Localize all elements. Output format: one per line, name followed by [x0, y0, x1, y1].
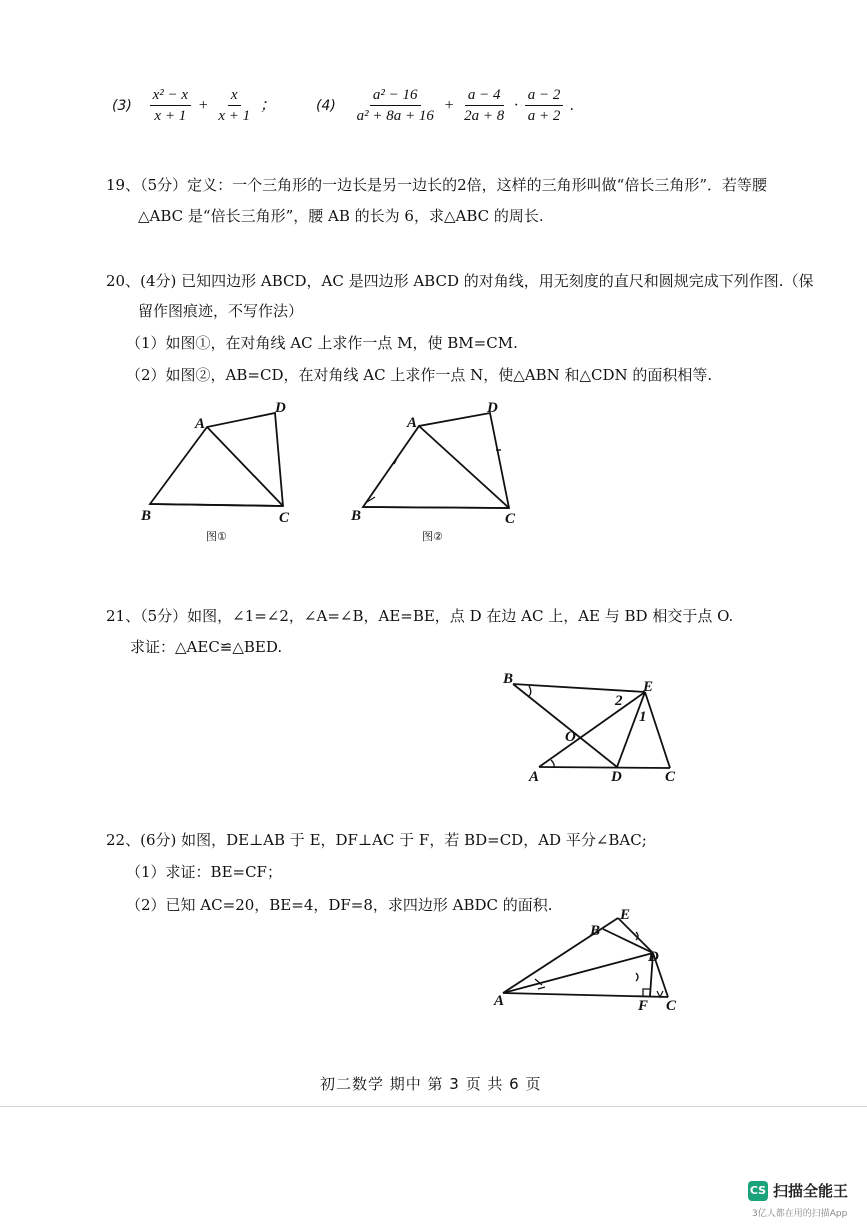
q18-part4-fraction-3: $\frac{a - 2}{a + 2}$ — [525, 86, 564, 125]
q18-part3-fraction-2: $\frac{x}{x + 1}$ — [218, 87, 251, 124]
q18-part4-fraction-1: $\frac{\text{a² − 16}}{\text{a² + 8a + 16}}$ — [356, 87, 434, 124]
q20-figure-2-caption: 图② — [422, 530, 443, 543]
q19-line-2: △ABC 是“倍长三角形”，腰 AB 的长为 6，求△ABC 的周长. — [138, 207, 544, 225]
point-label-c: C — [666, 998, 677, 1014]
q21-line-2: 求证：△AEC≌△BED. — [130, 638, 283, 656]
vertex-label-c: C — [279, 510, 290, 526]
q18-part4-label: (4) — [316, 97, 336, 114]
vertex-label-a: A — [407, 415, 418, 431]
segment-bd — [603, 929, 653, 953]
q18-part3: (3) $\frac{\text{x² − x}}{x + 1}$ + $\frac{x}{x + 1}$ ； — [112, 87, 276, 124]
q19-line-1: 19、（5分）定义：一个三角形的一边长是另一边长的2倍，这样的三角形叫做“倍长三角形”．若等腰 — [106, 176, 768, 194]
q18-part4: (4) $\frac{\text{a² − 16}}{\text{a² + 8a + 16}}$ + $\frac{a - 4}{2a + 8}$ · $\frac{a - 2}{a + 2}$ . — [316, 87, 575, 124]
q22-line-1: 22、(6分) 如图，DE⊥AB 于 E，DF⊥AC 于 F，若 BD=CD，AD 平分∠BAC; — [106, 831, 647, 849]
q22-sub-2: （2）已知 AC=20，BE=4，DF=8，求四边形 ABDC 的面积. — [126, 896, 553, 914]
vertex-label-b: B — [351, 508, 362, 524]
point-label-d: D — [648, 949, 659, 965]
q21-line-1: 21、（5分）如图，∠1=∠2，∠A=∠B，AE=BE，点 D 在边 AC 上，AE 与 BD 相交于点 O. — [106, 607, 734, 625]
q20-figure-2 — [345, 398, 530, 528]
scanner-watermark — [748, 1180, 848, 1201]
q18-part4-fraction-2: $\frac{a - 4}{2a + 8}$ — [464, 87, 505, 124]
segment-ac — [539, 767, 670, 768]
page-bottom-divider — [0, 1106, 867, 1107]
point-label-a: A — [494, 993, 505, 1009]
segment-ad — [503, 953, 653, 993]
angle-mark-a — [551, 760, 554, 767]
camscanner-logo-icon: CS — [748, 1181, 768, 1201]
camscanner-name: 扫描全能王 — [773, 1182, 849, 1200]
segment-be — [513, 684, 645, 692]
segment-ed — [618, 918, 653, 953]
q20-line-1: 20、(4分) 已知四边形 ABCD，AC 是四边形 ABCD 的对角线，用无刻度的直尺和圆规完成下列作图.（保 — [106, 272, 814, 290]
quadrilateral-abcd — [150, 413, 283, 506]
point-label-f: F — [638, 998, 649, 1014]
point-label-e: E — [643, 679, 654, 695]
point-label-e: E — [620, 907, 631, 923]
q18-part3-label: (3) — [112, 97, 132, 114]
q22-sub-1: （1）求证：BE=CF； — [126, 863, 282, 881]
segment-ae — [539, 692, 645, 767]
q20-sub-2: （2）如图②，AB=CD，在对角线 AC 上求作一点 N，使△ABN 和△CDN 的面积相等. — [126, 366, 713, 384]
right-angle-mark-f — [643, 989, 650, 996]
q20-sub-1: （1）如图①，在对角线 AC 上求作一点 M，使 BM=CM. — [126, 334, 518, 352]
q21-figure — [495, 665, 695, 790]
vertex-label-d: D — [275, 400, 286, 416]
segment-ae — [503, 918, 618, 993]
vertex-label-a: A — [195, 416, 206, 432]
segment-ec — [645, 692, 670, 768]
point-label-d: D — [611, 769, 622, 785]
equal-mark-dc — [636, 973, 638, 981]
quadrilateral-abcd — [363, 413, 509, 508]
camscanner-tagline: 3亿人都在用的扫描App — [752, 1209, 848, 1219]
vertex-label-d: D — [487, 400, 498, 416]
diagonal-ac — [207, 427, 283, 506]
q20-figure-1 — [135, 398, 305, 528]
point-label-c: C — [665, 769, 676, 785]
q20-figure-1-caption: 图① — [206, 530, 227, 543]
angle-label-1: 1 — [639, 709, 647, 725]
point-label-b: B — [590, 923, 601, 939]
angle-label-2: 2 — [615, 693, 623, 709]
vertex-label-b: B — [141, 508, 152, 524]
q22-figure — [490, 905, 690, 1017]
point-label-b: B — [503, 671, 514, 687]
vertex-label-c: C — [505, 511, 516, 527]
point-label-o: O — [565, 729, 576, 745]
q18-part3-fraction-1: $\frac{\text{x² − x}}{x + 1}$ — [150, 86, 191, 125]
q20-line-2: 留作图痕迹，不写作法） — [138, 302, 304, 320]
page-footer: 初二数学 期中 第 3 页 共 6 页 — [320, 1075, 542, 1093]
point-label-a: A — [529, 769, 540, 785]
